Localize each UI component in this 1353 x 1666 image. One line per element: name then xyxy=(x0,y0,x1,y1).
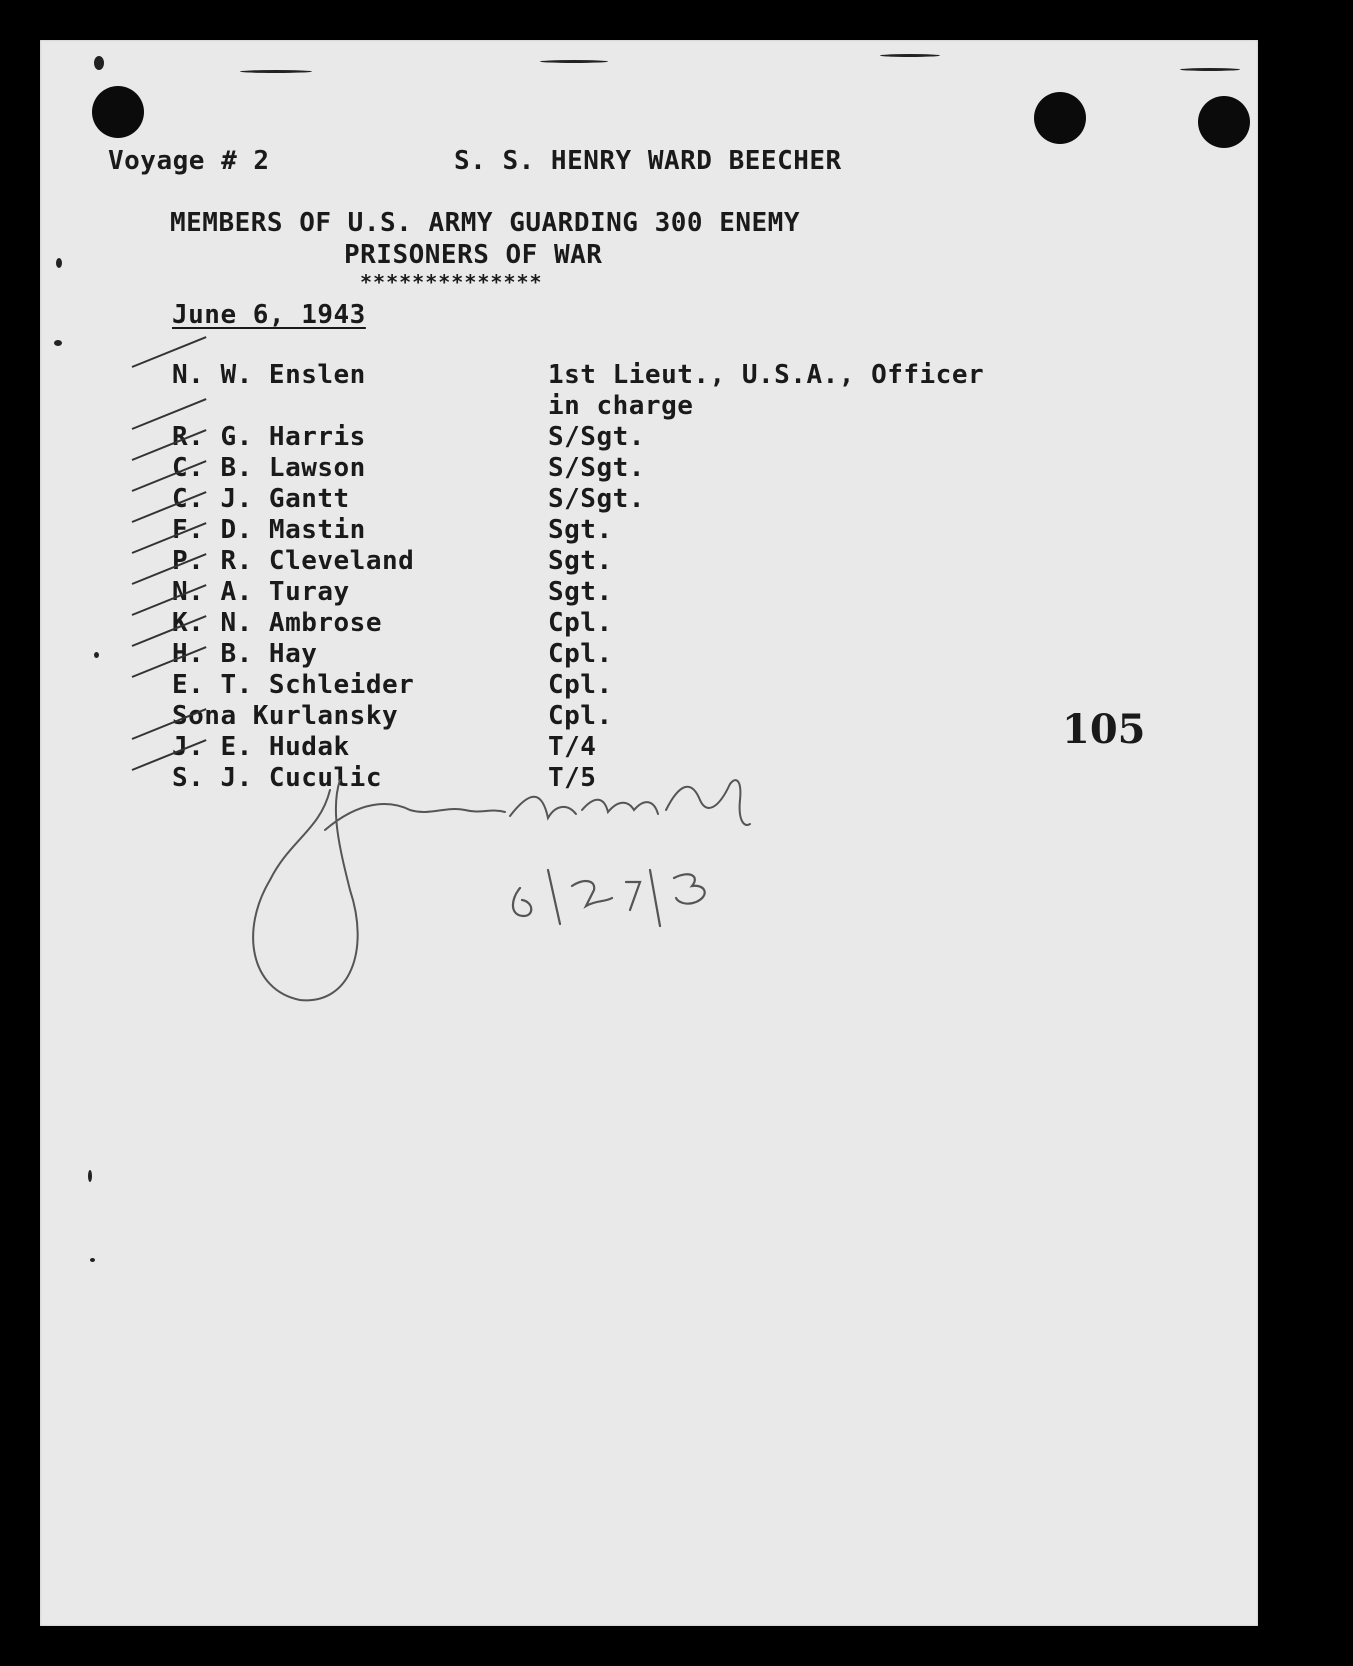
member-rank: 1st Lieut., U.S.A., Officer xyxy=(548,360,985,390)
speck xyxy=(94,56,104,70)
member-rank: Cpl. xyxy=(548,608,613,638)
document-date: June 6, 1943 xyxy=(172,300,366,330)
member-name: R. G. Harris xyxy=(172,422,366,452)
member-name: S. J. Cuculic xyxy=(172,763,382,793)
voyage-label: Voyage # 2 xyxy=(108,146,270,176)
member-name: K. N. Ambrose xyxy=(172,608,382,638)
member-name: E. T. Schleider xyxy=(172,670,415,700)
speck xyxy=(90,1258,95,1262)
member-rank: S/Sgt. xyxy=(548,484,645,514)
member-rank-continued: in charge xyxy=(548,391,694,421)
speck xyxy=(540,60,608,63)
roster-row xyxy=(0,639,1353,669)
roster-row xyxy=(0,484,1353,514)
roster-row xyxy=(0,360,1353,421)
member-rank: Sgt. xyxy=(548,577,613,607)
member-rank: Cpl. xyxy=(548,701,613,731)
speck xyxy=(240,70,312,73)
roster-list xyxy=(0,360,1353,800)
roster-row xyxy=(0,546,1353,576)
roster-row xyxy=(0,670,1353,700)
roster-row xyxy=(0,422,1353,452)
member-name: N. W. Enslen xyxy=(172,360,366,390)
member-rank: S/Sgt. xyxy=(548,453,645,483)
member-name: P. R. Cleveland xyxy=(172,546,415,576)
punch-hole-right-2 xyxy=(1198,96,1250,148)
member-name: F. D. Mastin xyxy=(172,515,366,545)
page-number: 105 xyxy=(1062,706,1146,753)
title-line-1: MEMBERS OF U.S. ARMY GUARDING 300 ENEMY xyxy=(170,208,800,238)
member-rank: Sgt. xyxy=(548,515,613,545)
speck xyxy=(1180,68,1240,71)
punch-hole-left xyxy=(92,86,144,138)
member-rank: Cpl. xyxy=(548,670,613,700)
member-rank: Sgt. xyxy=(548,546,613,576)
member-rank: T/5 xyxy=(548,763,597,793)
roster-row xyxy=(0,608,1353,638)
member-name: H. B. Hay xyxy=(172,639,318,669)
roster-row xyxy=(0,701,1353,731)
member-name: C. J. Gantt xyxy=(172,484,350,514)
member-rank: T/4 xyxy=(548,732,597,762)
member-rank: Cpl. xyxy=(548,639,613,669)
speck xyxy=(56,258,62,268)
member-rank: S/Sgt. xyxy=(548,422,645,452)
speck xyxy=(880,54,940,57)
ship-name: S. S. HENRY WARD BEECHER xyxy=(454,146,842,176)
member-name: J. E. Hudak xyxy=(172,732,350,762)
roster-row xyxy=(0,577,1353,607)
member-name: C. B. Lawson xyxy=(172,453,366,483)
roster-row xyxy=(0,453,1353,483)
member-name: Sona Kurlansky xyxy=(172,701,399,731)
title-separator: ************** xyxy=(360,270,543,294)
member-name: N. A. Turay xyxy=(172,577,350,607)
roster-row xyxy=(0,732,1353,762)
speck xyxy=(88,1170,92,1182)
punch-hole-right-1 xyxy=(1034,92,1086,144)
roster-row xyxy=(0,515,1353,545)
speck xyxy=(54,340,62,346)
handwritten-signature xyxy=(230,770,850,1010)
title-line-2: PRISONERS OF WAR xyxy=(344,240,603,270)
